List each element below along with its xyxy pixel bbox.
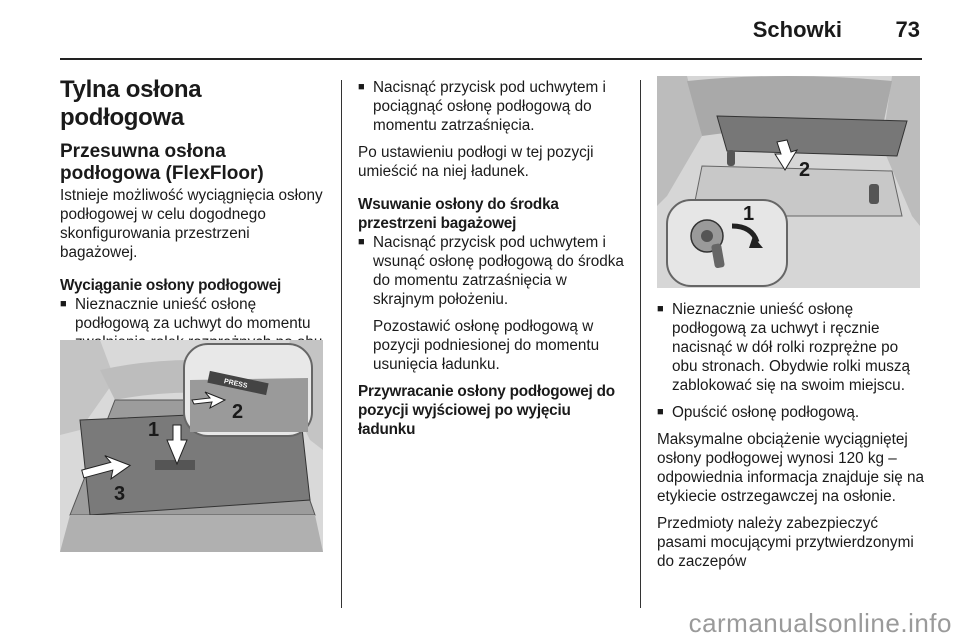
intro-paragraph: Istnieje możliwość wyciągnięcia osłony podłogowej w celu dogodnego skonfigurowania przestrzeni bagażowej. bbox=[60, 187, 323, 261]
column-1 bbox=[60, 76, 328, 379]
procedure-heading: Wsuwanie osłony do środka przestrzeni bagażowej bbox=[358, 196, 559, 232]
press-label: PRESS bbox=[223, 378, 248, 390]
bullet-item: ■ Nacisnąć przycisk pod uchwytem i wsunąć osłonę podłogową do środka do momentu zatrzaśnięcia w skrajnym położeniu. bbox=[358, 233, 626, 309]
paragraph: Przedmioty należy zabezpieczyć pasami mocującymi przytwierdzonymi do zaczepów bbox=[657, 515, 914, 570]
column-2 bbox=[358, 78, 626, 439]
paragraph: Po ustawieniu podłogi w tej pozycji umieścić na niej ładunek. bbox=[358, 144, 594, 180]
callout-label: 2 bbox=[799, 159, 811, 181]
bullet-item: ■ Nacisnąć przycisk pod uchwytem i pociągnąć osłonę podłogową do momentu zatrzaśnięcia. bbox=[358, 78, 626, 135]
watermark-text: carmanualsonline.info bbox=[688, 608, 952, 638]
bullet-item: ■ Nieznacznie unieść osłonę podłogową za uchwyt i ręcznie nacisnąć w dół rolki rozprężne po obu stronach. Obydwie rolki muszą zablokować się na swoim miejscu. bbox=[657, 300, 927, 395]
section-title: Schowki bbox=[752, 17, 842, 42]
page-header bbox=[60, 0, 922, 60]
trunk-illustration bbox=[60, 340, 323, 552]
column-divider bbox=[640, 80, 641, 608]
callout-label: 3 bbox=[114, 483, 126, 505]
callout-label: 1 bbox=[148, 419, 160, 441]
callout-label: 1 bbox=[743, 203, 755, 225]
subsection-heading: Przesuwna osłona podłogowa (FlexFloor) bbox=[60, 141, 264, 184]
trunk-illustration bbox=[657, 76, 920, 288]
figure-flexfloor-restore bbox=[657, 76, 920, 288]
callout-label: 2 bbox=[232, 401, 244, 423]
column-divider bbox=[341, 80, 342, 608]
section-heading: Tylna osłona podłogowa bbox=[60, 76, 202, 131]
column-3 bbox=[657, 300, 927, 579]
procedure-heading: Przywracanie osłony podłogowej do pozycji wyjściowej po wyjęciu ładunku bbox=[358, 383, 615, 438]
figure-flexfloor-pull bbox=[60, 340, 323, 552]
page-number: 73 bbox=[895, 17, 920, 42]
paragraph: Maksymalne obciążenie wyciągniętej osłony podłogowej wynosi 120 kg – odpowiednia informacja znajduje się na etykiecie ostrzegawczej na osłonie. bbox=[657, 431, 925, 505]
bullet-item: ■ Opuścić osłonę podłogową. bbox=[657, 403, 927, 422]
indented-paragraph: Pozostawić osłonę podłogową w pozycji podniesionej do momentu usunięcia ładunku. bbox=[373, 318, 600, 373]
procedure-heading: Wyciąganie osłony podłogowej bbox=[60, 277, 282, 294]
bullet-item: ■ Nieznacznie unieść osłonę podłogową za uchwyt do momentu bbox=[60, 295, 328, 371]
